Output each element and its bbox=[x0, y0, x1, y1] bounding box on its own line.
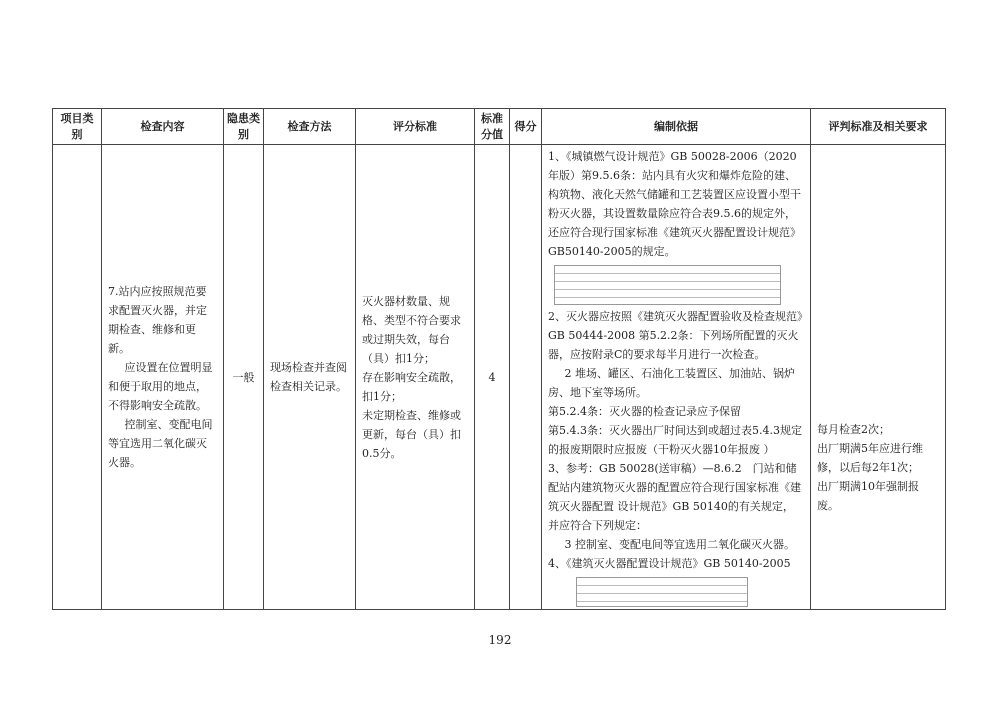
basis-text: 第5.4.3条：灭火器出厂时间达到或超过表5.4.3规定的报废期限时应报废（干粉灭火器10年报废 ） bbox=[548, 424, 802, 456]
category-cell bbox=[53, 145, 102, 610]
header-hazard-type: 隐患类别 bbox=[224, 109, 264, 145]
requirement-text: 每月检查2次； bbox=[817, 422, 890, 436]
content-text: 应设置在位置明显和便于取用的地点，不得影响安全疏散。 bbox=[108, 361, 213, 412]
basis-text: 4、《建筑灭火器配置设计规范》GB 50140-2005 bbox=[548, 557, 791, 570]
table-row bbox=[53, 145, 946, 610]
requirements-cell bbox=[811, 145, 946, 610]
header-category: 项目类别 bbox=[53, 109, 102, 145]
basis-text: 3、参考：GB 50028(送审稿）—8.6.2 门站和储配站内建筑物灭火器的配置应符合现行国家标准《建筑灭火器配置 设计规范》GB 50140的有关规定，并应符合下列规定： bbox=[548, 462, 801, 532]
scoring-text: 存在影响安全疏散，扣1分； bbox=[362, 370, 461, 403]
requirement-text: 出厂期满5年应进行维修，以后每2年1次； bbox=[817, 441, 923, 474]
header-method: 检查方法 bbox=[264, 109, 356, 145]
scoring-text: 灭火器材数量、规格、类型不符合要求或过期失效，每台（具）扣1分； bbox=[362, 294, 461, 365]
page-number: 192 bbox=[488, 633, 512, 647]
basis-text: 1、《城镇燃气设计规范》GB 50028-2006（2020年版）第9.5.6条：站内具有火灾和爆炸危险的建、构筑物、液化天然气储罐和工艺装置区应设置小型干粉灭火器，其设置数量除应符合表9.5.6的规定外，还应符合现行国家标准《建筑灭火器配置设计规范》GB50140-2005的规定。 bbox=[548, 150, 801, 258]
content-cell bbox=[102, 145, 224, 610]
header-requirements: 评判标准及相关要求 bbox=[811, 109, 946, 145]
score-cell bbox=[510, 145, 542, 610]
header-row bbox=[53, 109, 946, 145]
header-content: 检查内容 bbox=[102, 109, 224, 145]
basis-text: 第5.2.4条：灭火器的检查记录应予保留 bbox=[548, 405, 741, 418]
method-cell: 现场检查并查阅检查相关记录。 bbox=[264, 145, 356, 610]
basis-text: 2 堆场、罐区、石油化工装置区、加油站、锅炉房、地下室等场所。 bbox=[548, 367, 795, 399]
basis-cell bbox=[542, 145, 811, 610]
basis-text: 3 控制室、变配电间等宜选用二氧化碳灭火器。 bbox=[564, 538, 795, 551]
table-thumbnail-image bbox=[576, 577, 748, 607]
header-scoring: 评分标准 bbox=[356, 109, 475, 145]
header-score: 得分 bbox=[510, 109, 542, 145]
content-text: 7.站内应按照规范要求配置灭火器，并定期检查、维修和更新。 bbox=[108, 285, 207, 355]
content-text: 控制室、变配电间等宜选用二氧化碳灭火器。 bbox=[108, 418, 213, 469]
hazard-type-cell: 一般 bbox=[224, 145, 264, 610]
header-score-value: 标准分值 bbox=[475, 109, 510, 145]
basis-text: 2、灭火器应按照《建筑灭火器配置验收及检查规范》GB 50444-2008 第5.2.2条：下列场所配置的灭火器，应按附录C的要求每半月进行一次检查。 bbox=[548, 310, 803, 361]
score-value-cell: 4 bbox=[475, 145, 510, 610]
scoring-cell bbox=[356, 145, 475, 610]
table-thumbnail-image bbox=[554, 265, 781, 305]
requirement-text: 出厂期满10年强制报废。 bbox=[817, 479, 919, 512]
scoring-text: 未定期检查、维修或更新，每台（具）扣0.5分。 bbox=[362, 408, 461, 460]
inspection-table bbox=[52, 108, 946, 610]
header-basis: 编制依据 bbox=[542, 109, 811, 145]
